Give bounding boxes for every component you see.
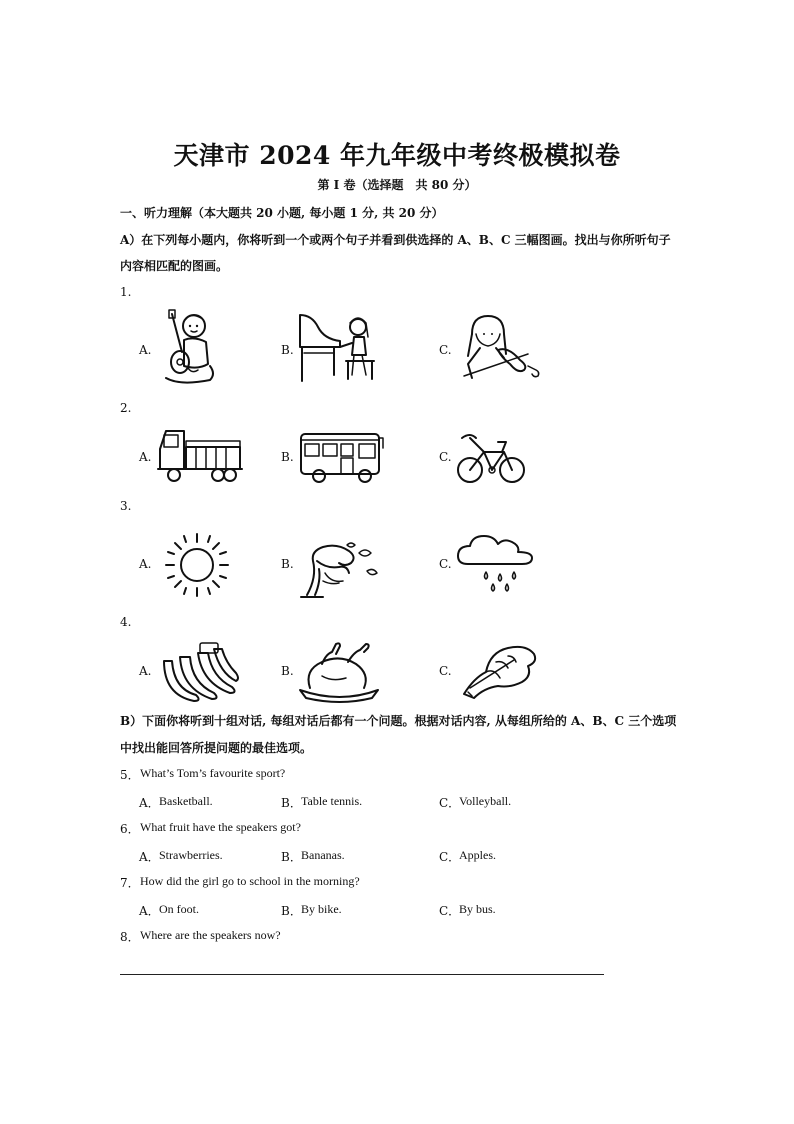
option-text: By bike. — [301, 902, 342, 916]
cabbage-icon — [460, 640, 540, 698]
truck-icon — [156, 429, 244, 485]
question-number: 5． — [120, 768, 140, 782]
option-label: A． — [139, 850, 160, 864]
option-label: B. — [281, 557, 294, 571]
option-label: B. — [281, 664, 294, 678]
sun-icon — [164, 532, 230, 598]
option-label: B． — [281, 796, 302, 810]
option-label: B． — [281, 850, 302, 864]
bicycle-icon — [456, 428, 528, 486]
option-label: A. — [139, 343, 152, 357]
page-rule — [120, 974, 604, 975]
part-b-instruction-line1: B）下面你将听到十组对话, 每组对话后都有一个问题。根据对话内容, 从每组所给的 A、B、C 三个选项 — [120, 714, 677, 728]
question-number: 2. — [120, 401, 132, 415]
option-label: A. — [139, 557, 152, 571]
option-text: On foot. — [159, 902, 199, 916]
option-label: B. — [281, 343, 294, 357]
boy-playing-guitar-icon — [158, 310, 218, 386]
part-a-instruction-line2: 内容相匹配的图画。 — [120, 259, 229, 273]
option-label: C. — [439, 557, 452, 571]
option-text: Strawberries. — [159, 848, 223, 862]
option-label: C． — [439, 904, 461, 918]
option-label: A． — [139, 904, 160, 918]
bus-icon — [299, 432, 385, 484]
option-label: C． — [439, 796, 461, 810]
option-label: A. — [139, 664, 152, 678]
part-b-instruction-line2: 中找出能回答所提问题的最佳选项。 — [120, 741, 313, 755]
option-label: C. — [439, 343, 452, 357]
rain-cloud-icon — [456, 534, 542, 594]
question-text: What fruit have the speakers got? — [140, 820, 301, 834]
page-title: 天津市 2024 年九年级中考终极模拟卷 — [173, 141, 621, 170]
option-label: B． — [281, 904, 302, 918]
question-text: Where are the speakers now? — [140, 928, 281, 942]
option-text: Volleyball. — [459, 794, 512, 808]
option-label: B. — [281, 450, 294, 464]
bananas-icon — [160, 639, 240, 705]
girl-playing-violin-icon — [458, 314, 542, 380]
question-number: 8． — [120, 930, 140, 944]
option-label: C. — [439, 450, 452, 464]
question-text: What’s Tom’s favourite sport? — [140, 766, 286, 780]
windy-tree-icon — [297, 541, 381, 599]
girl-playing-piano-icon — [298, 313, 380, 383]
option-text: Table tennis. — [301, 794, 363, 808]
paper-subtitle: 第 I 卷（选择题 共 80 分） — [317, 178, 477, 192]
option-label: C． — [439, 850, 461, 864]
option-text: Bananas. — [301, 848, 345, 862]
roast-chicken-icon — [298, 640, 380, 702]
option-text: By bus. — [459, 902, 496, 916]
question-number: 6． — [120, 822, 140, 836]
question-number: 3. — [120, 499, 132, 513]
question-number: 4. — [120, 615, 132, 629]
question-number: 1. — [120, 285, 132, 299]
part-a-instruction-line1: A）在下列每小题内，你将听到一个或两个句子并看到供选择的 A、B、C 三幅图画。找出与你所听句子 — [120, 233, 671, 247]
question-text: How did the girl go to school in the morning? — [140, 874, 360, 888]
option-label: C. — [439, 664, 452, 678]
question-number: 7． — [120, 876, 140, 890]
section-heading: 一、听力理解（本大题共 20 小题, 每小题 1 分, 共 20 分） — [120, 206, 444, 220]
option-text: Basketball. — [159, 794, 213, 808]
option-text: Apples. — [459, 848, 496, 862]
option-label: A. — [139, 450, 152, 464]
option-label: A． — [139, 796, 160, 810]
